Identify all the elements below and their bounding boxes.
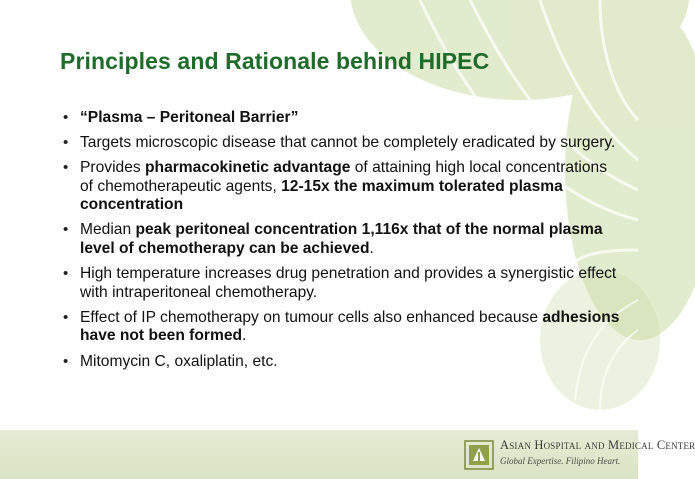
slide-title: Principles and Rationale behind HIPEC — [60, 48, 490, 74]
bullet-item — [62, 134, 622, 153]
hospital-emblem-icon — [464, 440, 494, 470]
bullet-text: . — [369, 240, 374, 258]
bullet-text: Median — [80, 221, 136, 239]
bullet-bold-text: adhesions have not been formed — [80, 308, 620, 345]
bullet-item — [62, 221, 622, 258]
bullet-text: High temperature increases drug penetration and provides a synergistic effect with intraperitoneal chemotherapy. — [80, 265, 617, 301]
bullet-item — [62, 309, 622, 346]
bullet-text: Targets microscopic disease that cannot be completely eradicated by surgery. — [80, 134, 616, 152]
bullet-text: . — [242, 327, 247, 345]
bullet-text: of attaining high local concentrations of chemotherapeutic agents, — [80, 159, 608, 195]
bullet-item — [62, 353, 622, 372]
bullet-bold-text: pharmacokinetic advantage — [145, 159, 351, 177]
bullet-item — [62, 159, 622, 215]
bullet-text: Provides — [80, 159, 146, 177]
bullet-text: Effect of IP chemotherapy on tumour cells also enhanced because — [80, 308, 543, 326]
hospital-tagline: Global Expertise. Filipino Heart. — [500, 456, 621, 466]
bullet-bold-text: “Plasma – Peritoneal Barrier” — [80, 109, 299, 126]
hospital-logo — [462, 438, 695, 472]
hospital-name: Asian Hospital and Medical Center — [500, 438, 695, 452]
bullet-text: Mitomycin C, oxaliplatin, etc. — [80, 352, 278, 370]
bullet-item — [62, 265, 622, 302]
bullet-bold-text: peak peritoneal concentration 1,116x that of the normal plasma level of chemotherapy can be achieved — [80, 221, 603, 258]
bullet-list — [62, 109, 622, 378]
bullet-bold-text: 12-15x the maximum tolerated plasma concentration — [80, 177, 563, 214]
bullet-item — [62, 109, 622, 128]
